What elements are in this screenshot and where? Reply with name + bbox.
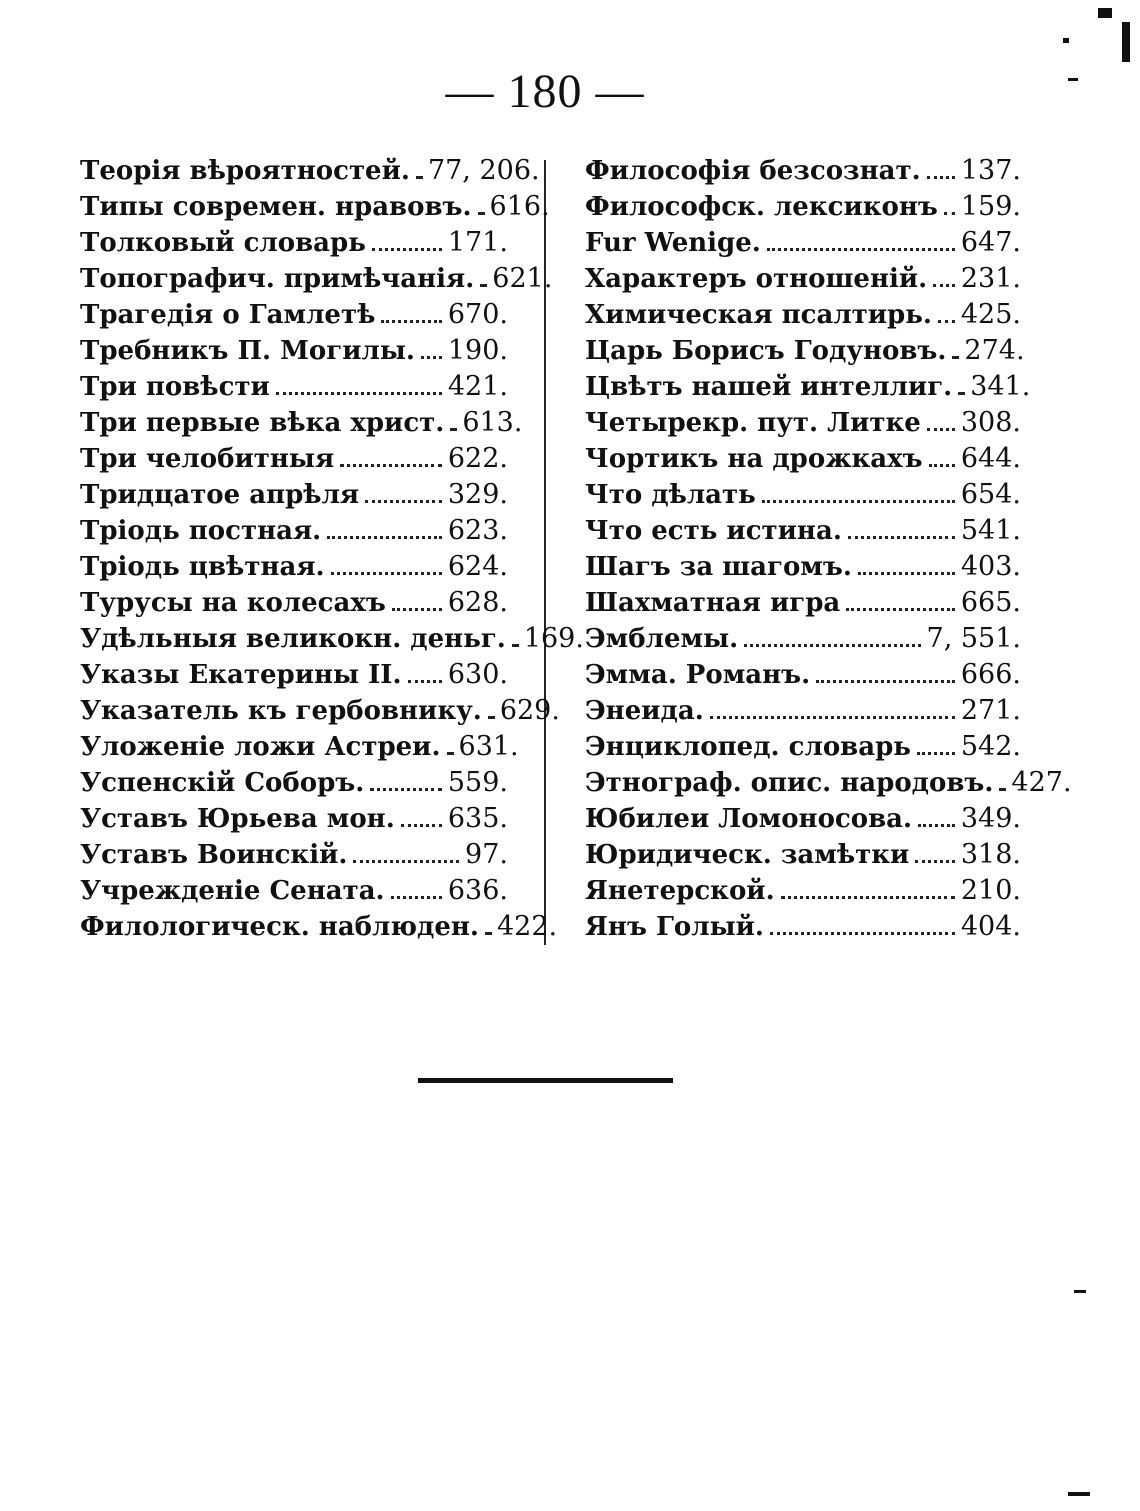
entry-title: Топографич. примѣчанія.	[80, 264, 475, 294]
entry-pages: 308.	[960, 407, 1021, 438]
dot-leader	[927, 428, 955, 431]
index-entry	[80, 335, 508, 371]
entry-title: Эмма. Романъ.	[585, 660, 811, 690]
index-entry	[80, 623, 584, 659]
index-entry	[80, 443, 508, 479]
entry-pages: 329.	[447, 479, 508, 510]
dot-leader	[370, 788, 442, 791]
entry-pages: 7, 551.	[926, 623, 1021, 654]
dot-leader	[381, 320, 442, 323]
index-entry	[80, 767, 508, 803]
dot-leader	[927, 176, 955, 179]
dot-leader	[944, 212, 955, 215]
dot-leader	[762, 500, 955, 503]
entry-title: Удѣльныя великокн. деньг.	[80, 624, 506, 654]
entry-pages: 631.	[458, 731, 519, 762]
entry-title: Уставъ Юрьева мон.	[80, 804, 395, 834]
entry-title: Что есть истина.	[585, 516, 842, 546]
scan-speck	[1068, 1492, 1090, 1496]
entry-pages: 647.	[960, 227, 1021, 258]
dot-leader	[846, 608, 955, 611]
dot-leader	[938, 320, 955, 323]
dot-leader	[958, 392, 964, 395]
dot-leader	[401, 824, 442, 827]
entry-pages: 622.	[447, 443, 508, 474]
index-entry	[585, 587, 1021, 623]
dot-leader	[416, 176, 422, 179]
entry-title: Трагедія о Гамлетѣ	[80, 300, 376, 330]
entry-title: Чортикъ на дрожкахъ	[585, 444, 923, 474]
dot-leader	[372, 248, 442, 251]
entry-pages: 274.	[964, 335, 1025, 366]
index-entry	[80, 407, 523, 443]
dot-leader	[450, 428, 456, 431]
entry-pages: 271.	[960, 695, 1021, 726]
entry-title: Четырекр. пут. Литке	[585, 408, 921, 438]
entry-title: Химическая псалтирь.	[585, 300, 932, 330]
dot-leader	[929, 464, 955, 467]
dot-leader	[327, 536, 442, 539]
dot-leader	[447, 752, 453, 755]
entry-pages: 644.	[960, 443, 1021, 474]
index-entry	[585, 731, 1021, 767]
entry-pages: 636.	[447, 875, 508, 906]
entry-pages: 425.	[960, 299, 1021, 330]
dot-leader	[353, 860, 459, 863]
dot-leader	[858, 572, 955, 575]
index-entry	[80, 155, 540, 191]
index-entry	[80, 479, 508, 515]
entry-pages: 629.	[499, 695, 560, 726]
index-entry	[585, 623, 1021, 659]
entry-pages: 137.	[960, 155, 1021, 186]
entry-pages: 171.	[447, 227, 508, 258]
index-entry	[585, 839, 1021, 875]
entry-pages: 621.	[492, 263, 553, 294]
index-entry	[585, 695, 1021, 731]
dot-leader	[392, 608, 442, 611]
entry-pages: 624.	[447, 551, 508, 582]
entry-title: Указатель къ гербовнику.	[80, 696, 482, 726]
entry-title: Тріодь постная.	[80, 516, 322, 546]
index-entry	[585, 767, 1072, 803]
index-entry	[80, 803, 508, 839]
entry-title: Турусы на колесахъ	[80, 588, 386, 618]
entry-title: Что дѣлать	[585, 480, 756, 510]
entry-title: Тридцатое апрѣля	[80, 480, 360, 510]
entry-title: Царь Борисъ Годуновъ.	[585, 336, 947, 366]
end-rule	[418, 1078, 673, 1083]
entry-pages: 666.	[960, 659, 1021, 690]
index-entry	[80, 371, 508, 407]
dot-leader	[480, 284, 486, 287]
entry-pages: 190.	[447, 335, 508, 366]
entry-title: Уложеніе ложи Астреи.	[80, 732, 441, 762]
entry-title: Толковый словарь	[80, 228, 366, 258]
entry-title: Этнограф. опис. народовъ.	[585, 768, 994, 798]
entry-pages: 559.	[447, 767, 508, 798]
entry-pages: 169.	[523, 623, 584, 654]
index-entry	[585, 479, 1021, 515]
index-entry	[585, 335, 1025, 371]
scan-speck	[1074, 1290, 1086, 1293]
dot-leader	[918, 824, 955, 827]
entry-pages: 159.	[960, 191, 1021, 222]
dot-leader	[767, 248, 955, 251]
entry-pages: 635.	[447, 803, 508, 834]
index-entry	[80, 911, 558, 947]
entry-pages: 616.	[489, 191, 550, 222]
dot-leader	[710, 716, 955, 719]
dot-leader	[999, 788, 1005, 791]
entry-title: Три первые вѣка христ.	[80, 408, 445, 438]
entry-pages: 341.	[970, 371, 1031, 402]
entry-pages: 422.	[496, 911, 558, 942]
index-entry	[80, 515, 508, 551]
dot-leader	[488, 716, 494, 719]
dot-leader	[915, 860, 955, 863]
entry-pages: 231.	[960, 263, 1021, 294]
dot-leader	[485, 932, 491, 935]
dot-leader	[770, 932, 955, 935]
dot-leader	[848, 536, 955, 539]
entry-pages: 613.	[462, 407, 523, 438]
dot-leader	[512, 644, 518, 647]
index-entry	[585, 299, 1021, 335]
entry-pages: 623.	[447, 515, 508, 546]
index-entry	[585, 875, 1021, 911]
index-entry	[80, 839, 508, 875]
entry-title: Янетерской.	[585, 876, 775, 906]
index-entry	[585, 227, 1021, 263]
entry-title: Теорія вѣроятностей.	[80, 156, 410, 186]
entry-title: Янъ Голый.	[585, 912, 764, 942]
entry-title: Энциклопед. словарь	[585, 732, 911, 762]
index-entry	[80, 227, 508, 263]
entry-title: Три челобитныя	[80, 444, 335, 474]
index-entry	[585, 551, 1021, 587]
entry-title: Успенскій Соборъ.	[80, 768, 365, 798]
scan-speck	[1068, 78, 1078, 81]
dot-leader	[331, 572, 442, 575]
entry-pages: 404.	[960, 911, 1021, 942]
entry-title: Эмблемы.	[585, 624, 739, 654]
entry-title: Указы Екатерины II.	[80, 660, 402, 690]
entry-pages: 427.	[1011, 767, 1072, 798]
dot-leader	[917, 752, 955, 755]
entry-pages: 210.	[960, 875, 1021, 906]
entry-title: Учрежденіе Сената.	[80, 876, 385, 906]
entry-title: Шагъ за шагомъ.	[585, 552, 852, 582]
index-entry	[585, 155, 1021, 191]
entry-pages: 541.	[960, 515, 1021, 546]
index-entry	[585, 911, 1021, 947]
entry-title: Требникъ П. Могилы.	[80, 336, 415, 366]
index-entry	[585, 371, 1031, 407]
dot-leader	[781, 896, 955, 899]
entry-pages: 421.	[447, 371, 508, 402]
dot-leader	[816, 680, 955, 683]
entry-title: Философія безсознат.	[585, 156, 921, 186]
index-entry	[585, 443, 1021, 479]
dot-leader	[276, 392, 442, 395]
entry-title: Шахматная игра	[585, 588, 841, 618]
index-entry	[80, 695, 560, 731]
entry-pages: 630.	[447, 659, 508, 690]
index-entry	[80, 659, 508, 695]
entry-title: Цвѣтъ нашей интеллиг.	[585, 372, 953, 402]
dot-leader	[744, 644, 920, 647]
dot-leader	[952, 356, 958, 359]
dot-leader	[421, 356, 442, 359]
entry-title: Типы современ. нравовъ.	[80, 192, 472, 222]
entry-title: Филологическ. наблюден.	[80, 912, 479, 942]
dot-leader	[365, 500, 442, 503]
entry-title: Три повѣсти	[80, 372, 270, 402]
index-entry	[80, 587, 508, 623]
scan-speck	[1098, 8, 1112, 18]
entry-title: Fur Wenige.	[585, 228, 761, 258]
index-entry	[80, 191, 550, 227]
entry-pages: 654.	[960, 479, 1021, 510]
entry-title: Энеида.	[585, 696, 704, 726]
entry-pages: 665.	[960, 587, 1021, 618]
index-entry	[585, 659, 1021, 695]
entry-title: Философск. лексиконъ	[585, 192, 938, 222]
index-entry	[585, 263, 1021, 299]
entry-title: Характеръ отношеній.	[585, 264, 928, 294]
index-entry	[80, 263, 553, 299]
dot-leader	[408, 680, 442, 683]
index-entry	[585, 191, 1021, 227]
dot-leader	[340, 464, 442, 467]
index-column-right	[585, 155, 1072, 947]
entry-title: Уставъ Воинскій.	[80, 840, 348, 870]
entry-pages: 97.	[465, 839, 508, 870]
entry-pages: 670.	[447, 299, 508, 330]
dot-leader	[478, 212, 484, 215]
dot-leader	[933, 284, 955, 287]
page-number: — 180 —	[445, 65, 645, 118]
index-entry	[80, 731, 519, 767]
entry-pages: 403.	[960, 551, 1021, 582]
entry-pages: 318.	[960, 839, 1021, 870]
entry-title: Тріодь цвѣтная.	[80, 552, 325, 582]
entry-pages: 628.	[447, 587, 508, 618]
index-entry	[80, 299, 508, 335]
entry-title: Юридическ. замѣтки	[585, 840, 910, 870]
entry-pages: 349.	[960, 803, 1021, 834]
entry-title: Юбилеи Ломоносова.	[585, 804, 913, 834]
entry-pages: 542.	[960, 731, 1021, 762]
index-column-left	[80, 155, 584, 947]
index-entry	[585, 407, 1021, 443]
index-entry	[80, 551, 508, 587]
index-entry	[585, 515, 1021, 551]
scan-speck	[1063, 38, 1069, 43]
entry-pages: 77, 206.	[427, 155, 540, 186]
index-entry	[80, 875, 508, 911]
scan-speck	[1122, 22, 1130, 62]
index-entry	[585, 803, 1021, 839]
dot-leader	[391, 896, 442, 899]
